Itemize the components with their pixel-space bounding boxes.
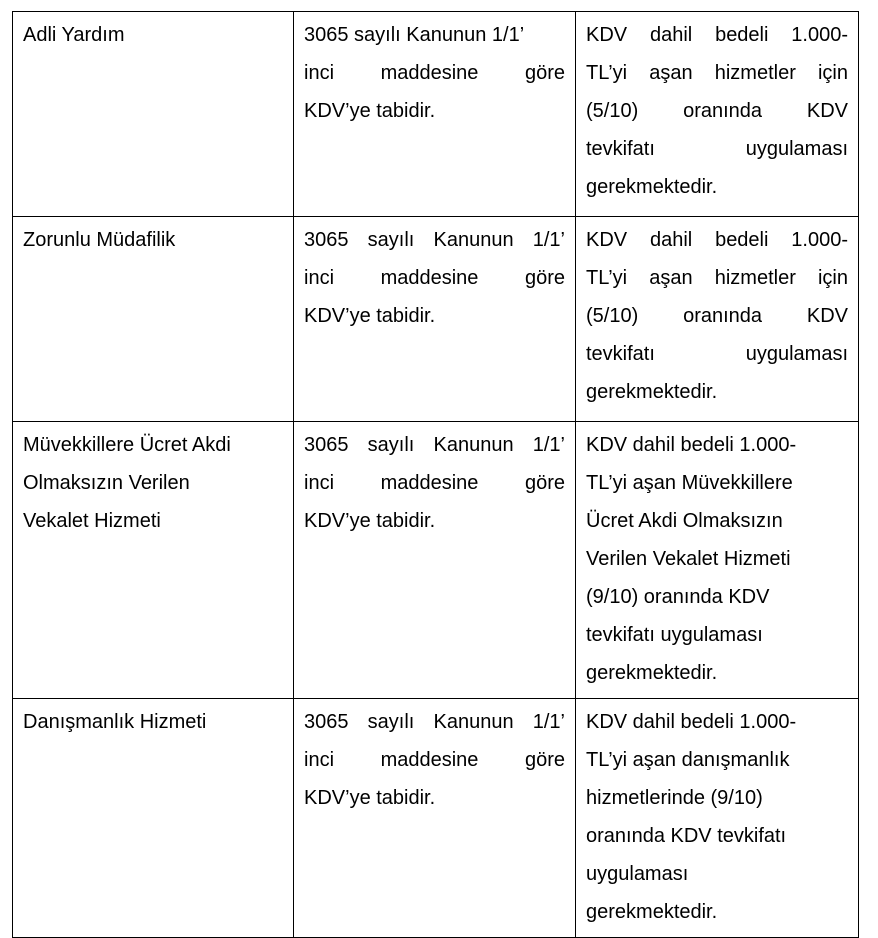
service-name: Danışmanlık Hizmeti — [23, 711, 207, 733]
service-name-line: Müvekkillere Ücret Akdi — [23, 434, 231, 456]
note-line: KDV dahil bedeli 1.000- — [586, 434, 797, 456]
note-line: tevkifatı uygulaması — [586, 343, 848, 365]
note-line: KDV dahil bedeli 1.000- — [586, 711, 797, 733]
note-line: (5/10) oranında KDV — [586, 305, 848, 327]
law-line: inci maddesine göre — [304, 749, 565, 771]
note-cell — [576, 699, 859, 938]
table-row — [13, 422, 859, 699]
law-line: 3065 sayılı Kanunun 1/1’ — [304, 711, 565, 733]
law-line: inci maddesine göre — [304, 267, 565, 289]
law-line: KDV’ye tabidir. — [304, 305, 436, 327]
law-line: 3065 sayılı Kanunun 1/1’ — [304, 229, 565, 251]
law-line: KDV’ye tabidir. — [304, 510, 436, 532]
note-line: gerekmektedir. — [586, 662, 718, 684]
note-line: tevkifatı uygulaması — [586, 624, 763, 646]
service-name: Adli Yardım — [23, 24, 125, 46]
note-line: (5/10) oranında KDV — [586, 100, 848, 122]
law-cell — [294, 217, 576, 422]
note-line: Ücret Akdi Olmaksızın — [586, 510, 783, 532]
note-line: gerekmektedir. — [586, 901, 718, 923]
service-cell — [13, 422, 294, 699]
law-line: inci maddesine göre — [304, 472, 565, 494]
service-cell — [13, 217, 294, 422]
note-line: TL’yi aşan Müvekkillere — [586, 472, 793, 494]
table-row — [13, 217, 859, 422]
law-line — [304, 16, 565, 54]
note-line: tevkifatı uygulaması — [586, 138, 848, 160]
service-name-line: Olmaksızın Verilen — [23, 472, 190, 494]
note-line: KDV dahil bedeli 1.000- — [586, 24, 848, 46]
law-line: inci maddesine göre — [304, 62, 565, 84]
note-line: hizmetlerinde (9/10) — [586, 787, 763, 809]
note-line: Verilen Vekalet Hizmeti — [586, 548, 791, 570]
law-cell — [294, 699, 576, 938]
service-name-line: Vekalet Hizmeti — [23, 510, 161, 532]
note-line: oranında KDV tevkifatı — [586, 825, 787, 847]
note-line: TL’yi aşan hizmetler için — [586, 267, 848, 289]
table-row — [13, 12, 859, 217]
note-line: KDV dahil bedeli 1.000- — [586, 229, 848, 251]
table-row — [13, 699, 859, 938]
kdv-table — [12, 11, 859, 938]
service-cell — [13, 12, 294, 217]
law-line: KDV’ye tabidir. — [304, 100, 436, 122]
note-line: (9/10) oranında KDV — [586, 586, 770, 608]
note-cell — [576, 12, 859, 217]
note-cell — [576, 422, 859, 699]
note-line: gerekmektedir. — [586, 381, 718, 403]
note-line: gerekmektedir. — [586, 176, 718, 198]
law-cell — [294, 422, 576, 699]
law-text: 3065 sayılı Kanunun 1/1’ — [304, 24, 525, 46]
service-cell — [13, 699, 294, 938]
law-line: 3065 sayılı Kanunun 1/1’ — [304, 434, 565, 456]
service-name: Zorunlu Müdafilik — [23, 229, 176, 251]
note-line: TL’yi aşan hizmetler için — [586, 62, 848, 84]
note-cell — [576, 217, 859, 422]
law-line: KDV’ye tabidir. — [304, 787, 436, 809]
law-cell — [294, 12, 576, 217]
note-line: TL’yi aşan danışmanlık — [586, 749, 790, 771]
note-line: uygulaması — [586, 863, 689, 885]
